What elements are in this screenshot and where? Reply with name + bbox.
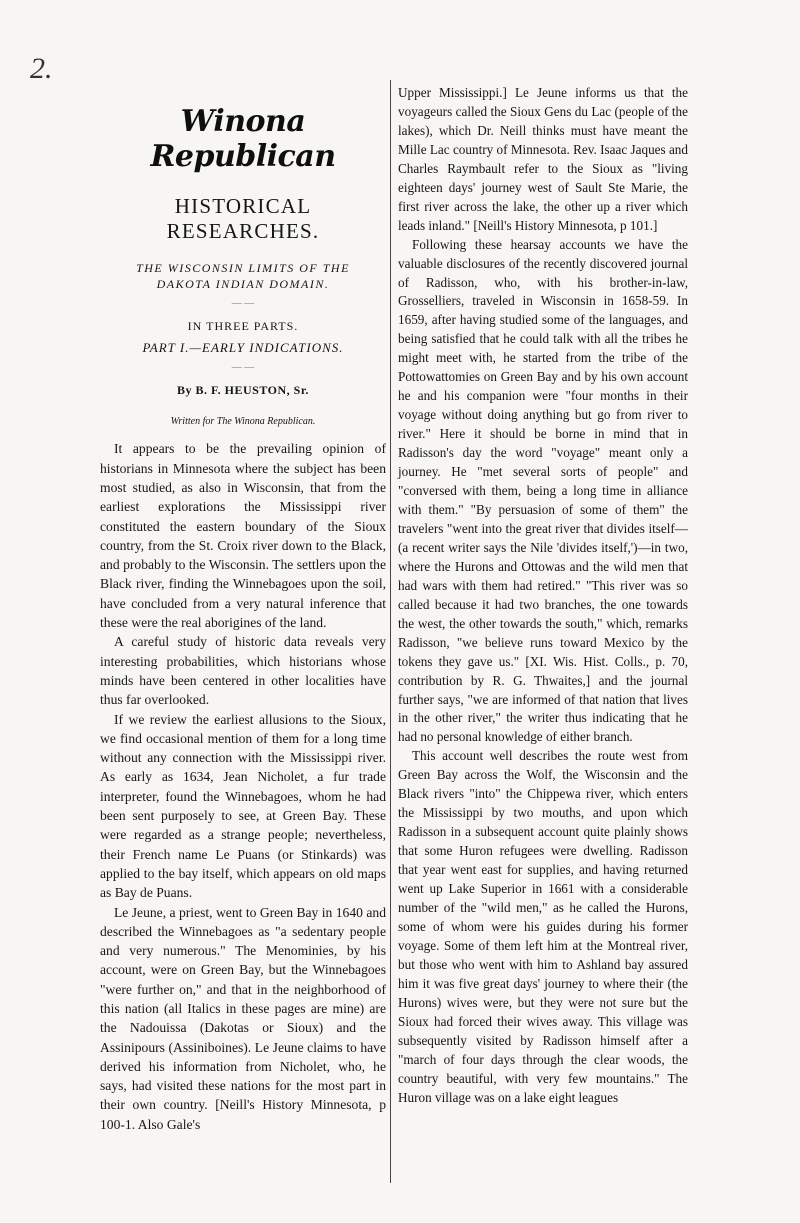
masthead: Winona Republican xyxy=(150,104,336,174)
parts-label: IN THREE PARTS. xyxy=(187,319,299,334)
paragraph: If we review the earliest allusions to the Sioux, we find occasional mention of them for a long time without any connection with the Mississippi river. As early as 1634, Jean Nicholet, a fur trade interpreter, found the Winnebagoes, whom he had been sent purposely to see, at Green Bay. These were regarded as a strange people; nevertheless, their French name Le Puans (or Stinkards) was applied to the bay itself, which appears on old maps as Bay de Puans. xyxy=(100,711,386,901)
separator: — — xyxy=(231,298,255,310)
part-title: PART I.—EARLY INDICATIONS. xyxy=(142,340,344,356)
paragraph: A careful study of historic data reveals very interesting probabilities, which historians whose minds have been centered in other localities have thus far overlooked. xyxy=(100,634,386,708)
right-column xyxy=(398,84,688,1107)
left-column xyxy=(100,100,386,1134)
subheadline: THE WISCONSIN LIMITS OF THE DAKOTA INDIAN DOMAIN. xyxy=(136,261,350,292)
headline: HISTORICAL RESEARCHES. xyxy=(166,194,320,243)
paragraph: This account well describes the route west from Green Bay across the Wolf, the Wisconsin and the Black rivers "into" the Chippewa river, which enters the Mississippi by two mouths, and upon which Radisson in a subsequent account quite plainly shows that some Huron refugees were dwelling. Radisson that year went east for supplies, and having returned went up Lake Superior in 1661 with a considerable number of the "wild men," as he called the Hurons, some of whom were his guides during his former voyage. Some of them left him at the Montreal river, but those who went with him to Ashland bay assured him it was five great days' journey to where their (the Hurons) wives were, but they were not sure but the Sioux had forced their wives away. This village was subsequently visited by Radisson himself after a "march of four days through the clear woods, the country beautiful, with very few mountains." The Huron village was on a lake eight leagues xyxy=(398,748,688,1105)
paragraph: Le Jeune, a priest, went to Green Bay in 1640 and described the Winnebagoes as "a sedentary people and very numerous." The Menominies, by his account, were on Green Bay, but the Winnebagoes "were further on," and that in the neighborhood of this nation (all Italics in these pages are mine) are the Nadouissa (Dakotas or Sioux) and the Assinipours (Assiniboines). Le Jeune claims to have derived his information from Nicholet, who, he says, had visited these nations for the most part in their own country. [Neill's History Minnesota, p 100-1. Also Gale's xyxy=(100,904,386,1132)
article-body-left xyxy=(100,439,386,1134)
page-number: 2. xyxy=(30,52,53,85)
paragraph: It appears to be the prevailing opinion of historians in Minnesota where the subject has been most studied, as also in Wisconsin, that from the earliest explorations the Mississippi river constituted the eastern boundary of the Sioux country, from the St. Croix river down to the Black, and probably to the Wisconsin. The settlers upon the Black river, finding the Winnebagoes upon the soil, have concluded from a very natural inference that these were the real aborigines of the land. xyxy=(100,441,386,631)
byline: By B. F. HEUSTON, Sr. xyxy=(176,383,310,398)
paragraph: Following these hearsay accounts we have the valuable disclosures of the recently discovered journal of Radisson, who, with his brother-in-law, Grosselliers, traveled in Wisconsin in 1658-59. In 1659, after having studied some of the languages, and being satisfied that he could talk with all the tribes he might meet with, he started from the tribe of the Pottowattomies on Green Bay and by his own account he and his companion were "four months in their voyage without doing anything but go from river to river." Here it should be borne in mind that in Radisson's day the word "voyage" meant only a journey. He "met several sorts of people" and "conversed with them, being a long time in alliance with them." "By persuasion of some of them" the travelers "went into the great river that divides itself—(a recent writer says the Nile 'divides itself,')—in two, where the Hurons and Ottowas and the wild men that had wars with them had retired." "This river was so called because it had two branches, the one towards the west, the other towards the south," which, remarks Radisson, "we believe runs toward Mexico by the tokens they gave us." [XI. Wis. Hist. Colls., p. 70, contribution by R. G. Thwaites,] and the journal further says, "we are informed of that nation that lives in the other river," the writer thus indicating that he had no personal knowledge of either branch. xyxy=(398,236,688,745)
article-body-right xyxy=(398,84,688,1107)
column-divider xyxy=(390,80,391,1183)
separator: — — xyxy=(231,362,255,374)
paragraph: Upper Mississippi.] Le Jeune informs us that the voyageurs called the Sioux Gens du Lac (people of the lakes), which Dr. Neill thinks must have meant the Mille Lac country of Minnesota. Rev. Isaac Jaques and Charles Raymbault refer to the Sioux as "living eighteen days' journey west of Sault Ste Marie, the first river across the lake, the other up a river which leads inland." [Neill's History Minnesota, p 101.] xyxy=(398,85,688,233)
credit-line: Written for The Winona Republican. xyxy=(170,416,316,428)
